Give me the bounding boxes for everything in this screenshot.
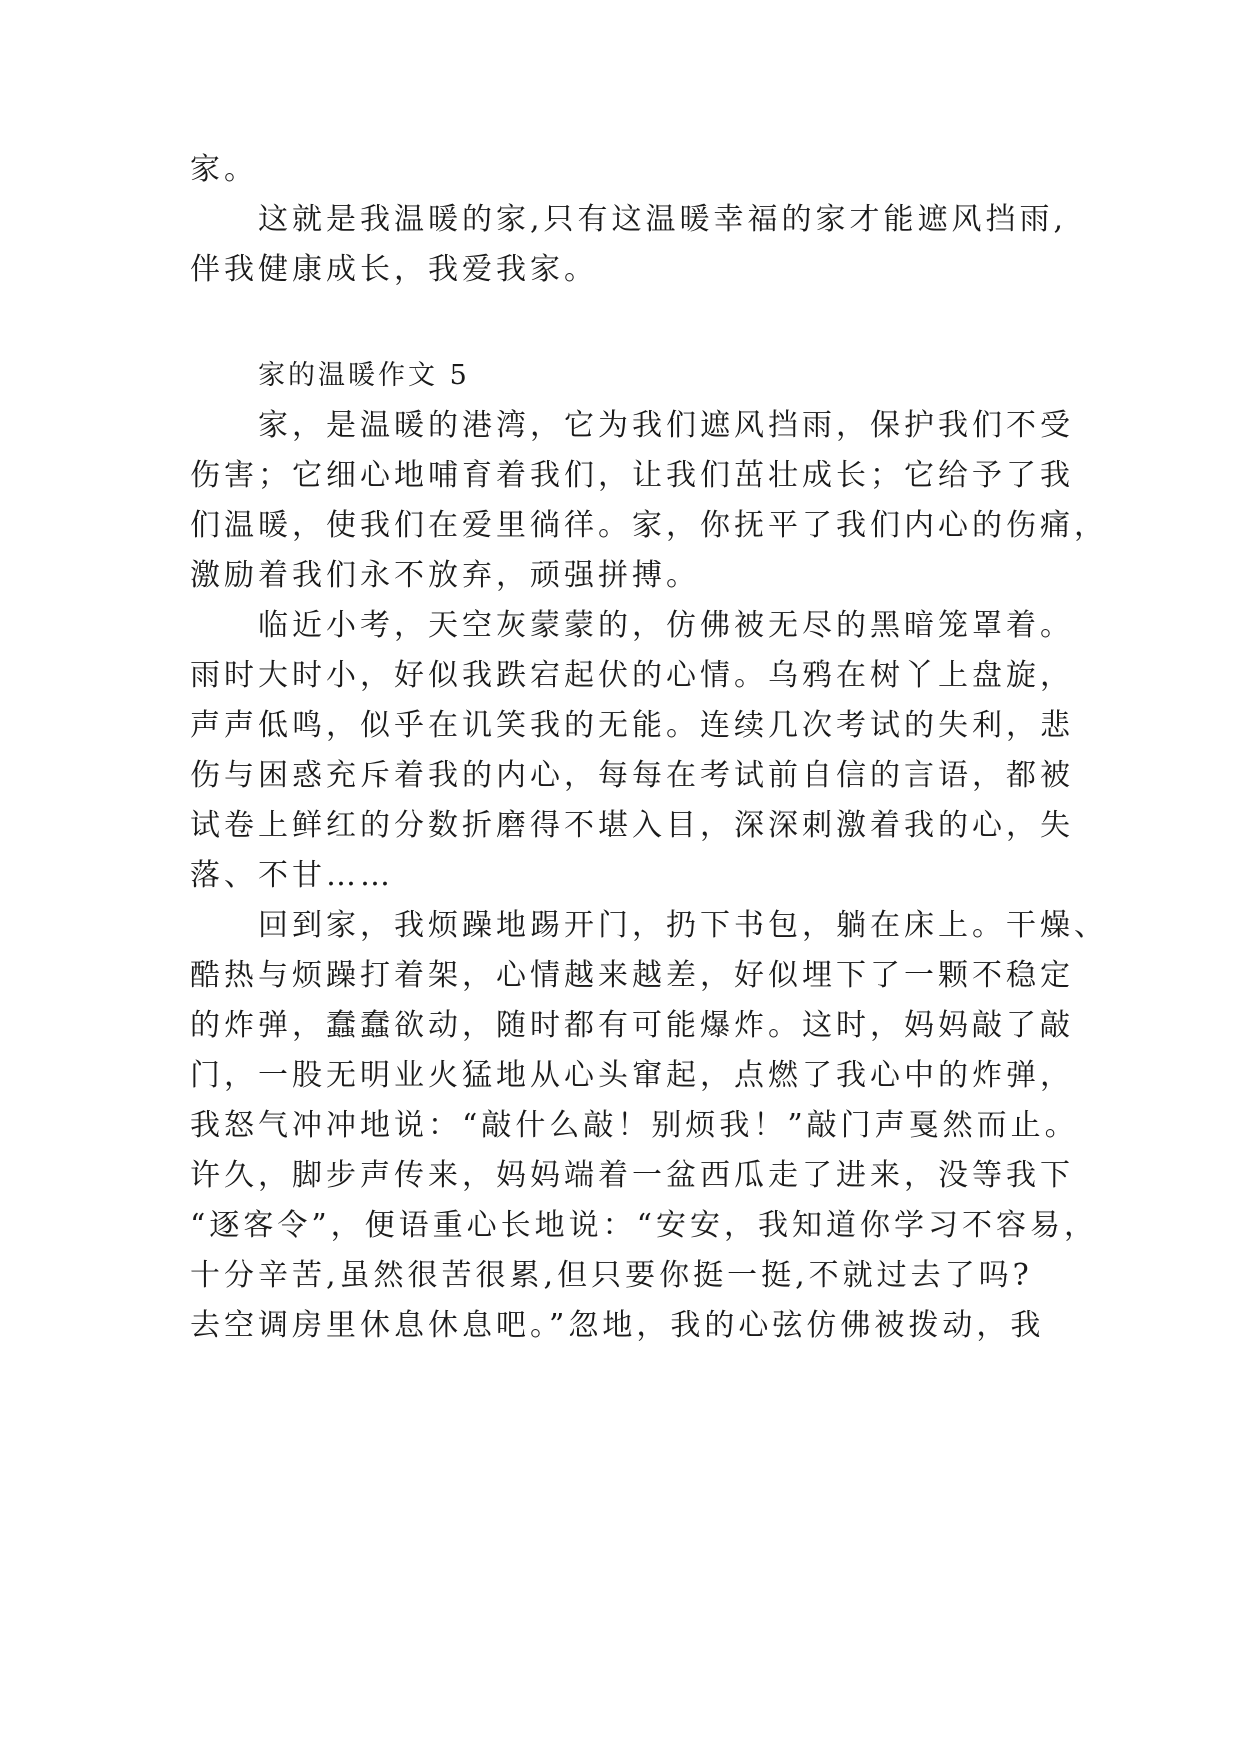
paragraph-first-line: 这就是我温暖的家,只有这温暖幸福的家才能遮风挡雨, <box>258 202 1068 237</box>
text-line: 伤与困惑充斥着我的内心，每每在考试前自信的言语，都被 <box>190 758 1074 793</box>
text-line: 家。 <box>190 152 258 187</box>
paragraph-first-line: 临近小考，天空灰蒙蒙的，仿佛被无尽的黑暗笼罩着。 <box>258 608 1074 643</box>
paragraph-first-line: 回到家，我烦躁地踢开门，扔下书包，躺在床上。干燥、 <box>258 908 1108 943</box>
text-line: 伤害；它细心地哺育着我们，让我们茁壮成长；它给予了我 <box>190 458 1074 493</box>
text-line: 落、不甘…… <box>190 858 394 893</box>
text-line: 门，一股无明业火猛地从心头窜起，点燃了我心中的炸弹， <box>190 1058 1074 1093</box>
text-line: 我怒气冲冲地说：“敲什么敲！别烦我！”敲门声戛然而止。 <box>190 1108 1079 1143</box>
text-line: 激励着我们永不放弃，顽强拼搏。 <box>190 558 700 593</box>
paragraph-first-line: 家，是温暖的港湾，它为我们遮风挡雨，保护我们不受 <box>258 408 1074 443</box>
text-line: 酷热与烦躁打着架，心情越来越差，好似埋下了一颗不稳定 <box>190 958 1074 993</box>
section-heading: 家的温暖作文 5 <box>258 360 470 391</box>
text-line: 去空调房里休息休息吧。”忽地，我的心弦仿佛被拨动，我 <box>190 1308 1045 1343</box>
text-line: 许久，脚步声传来，妈妈端着一盆西瓜走了进来，没等我下 <box>190 1158 1074 1193</box>
text-line: 十分辛苦,虽然很苦很累,但只要你挺一挺,不就过去了吗? <box>190 1258 1033 1293</box>
text-line: 伴我健康成长，我爱我家。 <box>190 252 598 287</box>
text-line: 声声低鸣，似乎在讥笑我的无能。连续几次考试的失利，悲 <box>190 708 1074 743</box>
text-line: “逐客令”，便语重心长地说：“安安，我知道你学习不容易， <box>190 1208 1099 1243</box>
text-line: 们温暖，使我们在爱里徜徉。家，你抚平了我们内心的伤痛， <box>190 508 1108 543</box>
text-line: 雨时大时小，好似我跌宕起伏的心情。乌鸦在树丫上盘旋， <box>190 658 1074 693</box>
text-line: 的炸弹，蠢蠢欲动，随时都有可能爆炸。这时，妈妈敲了敲 <box>190 1008 1074 1043</box>
text-line: 试卷上鲜红的分数折磨得不堪入目，深深刺激着我的心，失 <box>190 808 1074 843</box>
